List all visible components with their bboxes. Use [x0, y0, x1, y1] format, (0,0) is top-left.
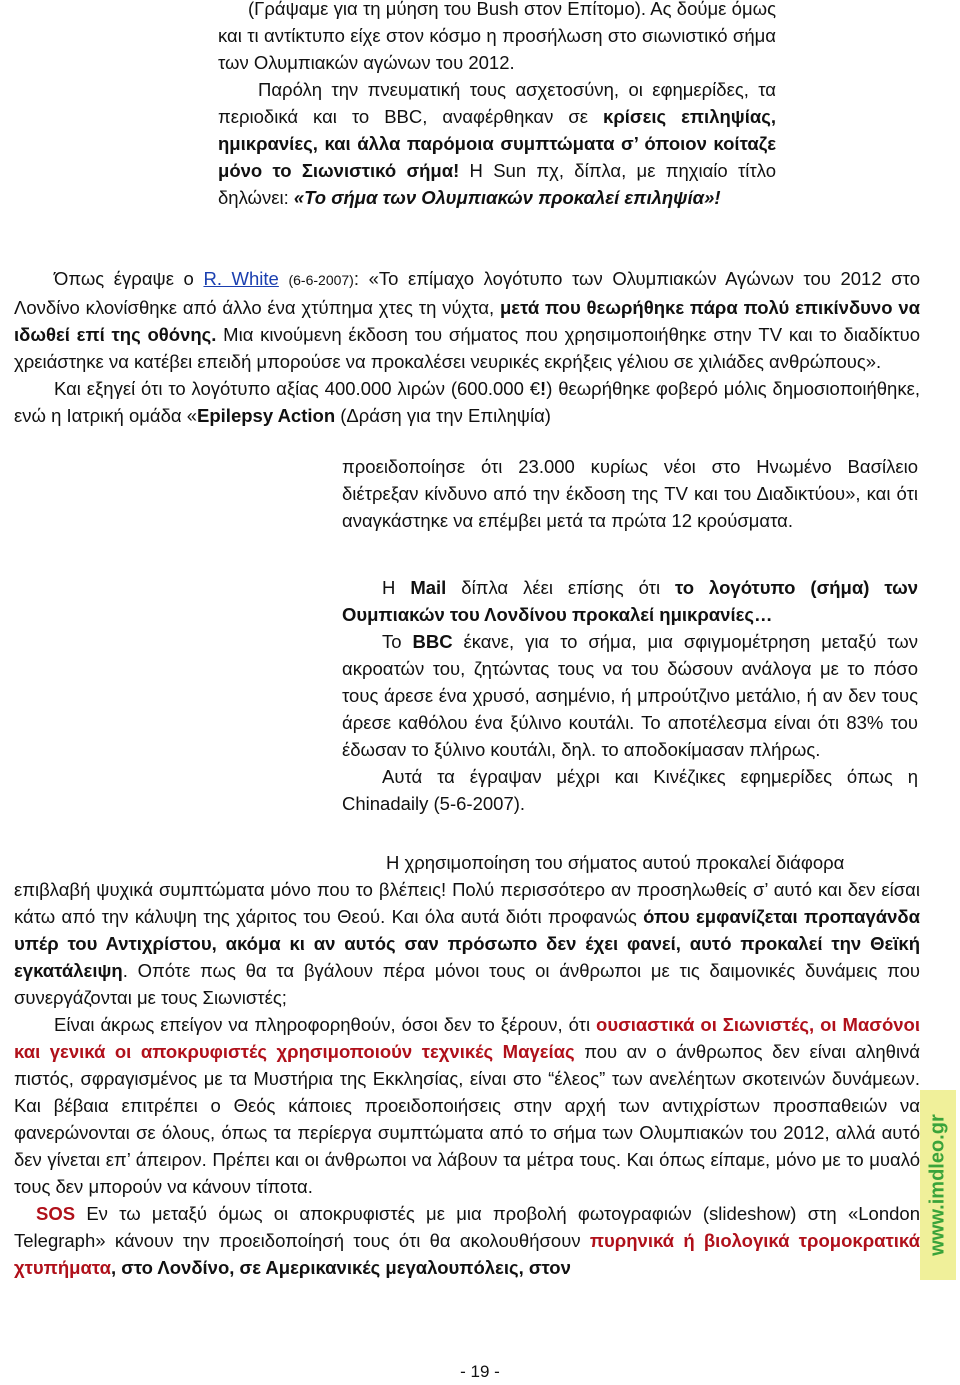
warning-text: προειδοποίησε ότι 23.000 κυρίως νέοι στο Ηνωμένο Βασίλειο διέτρεξαν κίνδυνο από την έκδοση της TV και του Διαδικτύου», και ότι αναγκάστηκε να επέμβει μετά τα πρώτα 12 κρούσματα. [342, 456, 918, 531]
paragraph-warning [342, 453, 918, 534]
sos-c: , στο Λονδίνο, σε Αμερικανικές μεγαλουπόλεις, στον [110, 1257, 571, 1278]
cost-text-2: ) θεωρήθηκε φοβερό μόλις δημοσιοποιήθηκε, ενώ η Ιατρική ομάδα « [14, 378, 920, 426]
paragraph-cost [14, 375, 920, 429]
paragraph-white [14, 265, 920, 375]
bbc-a: Το [382, 631, 413, 652]
chinadaily-text: Αυτά τα έγραψαν μέχρι και Κινέζικες εφημερίδες όπως η Chinadaily (5-6-2007). [342, 766, 918, 814]
paragraph-chinadaily [342, 763, 918, 817]
white-intro: Όπως έγραψε ο [54, 268, 204, 289]
white-link[interactable]: R. White [203, 268, 279, 289]
fullwidth-block-1 [14, 265, 920, 429]
fullwidth-block-2 [14, 849, 920, 1281]
symptoms-bold: κρίσεις επιληψίας, ημικρανίες, και άλλα παρόμοια συμπτώματα σ’ όποιον κοίταζε μόνο το Σιωνιστικό σήμα! [218, 106, 776, 181]
white-quote: : «Το επίμαχο λογότυπο των Ολυμπιακών Αγώνων του 2012 στο Λονδίνο κλονίσθηκε από άλλο ένα χτύπημα χτες τη νύχτα, [14, 268, 920, 318]
harm-b: επιβλαβή ψυχικά συμπτώματα μόνο που το βλέπεις! Πολύ περισσότερο αν προσηλωθείς σ’ αυτό και δεν είσαι κάτω από την κάλυψη της χάριτος του Θεού. Και όλα αυτά διότι προφανώς [14, 879, 920, 927]
paragraph-bbc [342, 628, 918, 763]
newspapers-text: Παρόλη την πνευματική τους ασχετοσύνη, οι εφημερίδες, τα περιοδικά και το BBC, αναφέρθηκαν σε [218, 79, 776, 127]
bbc-c: έκανε, για το σήμα, μια σφιγμομέτρηση μεταξύ των ακροατών του, ζητώντας τους να του δώσουν ανάλογα με το πόσο τους άρεσε ένα χρυσό, ασημένιο, ή μπρούτζινο μετάλιο, ή αν δεν τους άρεσε καθόλου ένα ξύλινο κουτάλι. Το αποτέλεσμα είναι ότι 83% του έδωσαν το ξύλινο κουτάλι, δηλ. το αποδοκίμασαν πλήρως. [342, 631, 918, 760]
paragraph-newspapers [218, 76, 776, 211]
paragraph-harm [14, 849, 920, 1011]
urgent-red: ουσιαστικά οι Σιωνιστές, οι Μασόνοι και γενικά οι αποκρυφιστές χρησιμοποιούν τεχνικές Μαγείας [14, 1014, 920, 1062]
sun-headline: «Το σήμα των Ολυμπιακών προκαλεί επιληψία»! [293, 187, 721, 208]
paragraph-urgent [14, 1011, 920, 1200]
paragraph-mail [342, 574, 918, 628]
newspaper-image-area [14, 460, 328, 886]
watermark-box [920, 1090, 956, 1280]
sun-text: Η Sun πχ, δίπλα, με πηχιαίο τίτλο δηλώνει: [218, 160, 776, 208]
white-rest: Μια κινούμενη έκδοση του σήματος που χρησιμοποιήθηκε στην TV και το διαδίκτυο χρειάστηκε να κατέβει επειδή μπορούσε να προκαλέσει νευρικές εκρήξεις γέλιου σε χιλιάδες ανθρώπους». [14, 324, 920, 372]
cost-text: Και εξηγεί ότι το λογότυπο αξίας 400.000 λιρών (600.000 [54, 378, 524, 399]
cost-exclaim: ! [540, 378, 547, 399]
white-date: (6-6-2007) [288, 272, 354, 288]
epilepsy-greek: (Δράση για την Επιληψία) [335, 405, 551, 426]
harm-d: . Οπότε πως θα τα βγάλουν πέρα μόνοι τους οι άνθρωποι με τις δαιμονικές δυνάμεις που συνεργάζονται με τους Σιωνιστές; [14, 960, 920, 1008]
watermark-text: www.imdleo.gr [926, 1114, 949, 1256]
spacer [342, 534, 918, 574]
mail-a: Η [382, 577, 411, 598]
mail-bold: το λογότυπο (σήμα) των Ουμπιακών του Λονδίνου προκαλεί ημικρανίες… [342, 577, 919, 625]
mail-name: Mail [410, 577, 447, 598]
sos-red: πυρηνικά ή βιολογικά τρομοκρατικά χτυπήματα [14, 1230, 920, 1278]
mail-c: δίπλα λέει επίσης ότι [446, 577, 676, 598]
urgent-a: Είναι άκρως επείγον να πληροφορηθούν, όσοι δεν το ξέρουν, ότι [54, 1014, 597, 1035]
page-number: - 19 - [460, 1362, 500, 1381]
right-column [342, 453, 918, 817]
paragraph-sos [14, 1200, 920, 1281]
white-bold: μετά που θεωρήθηκε πάρα πολύ επικίνδυνο να ιδωθεί επί της οθόνης. [14, 297, 920, 345]
top-column [218, 0, 776, 211]
epilepsy-action: Epilepsy Action [197, 405, 336, 426]
harm-first-line: Η χρησιμοποίηση του σήματος αυτού προκαλεί διάφορα [386, 852, 845, 873]
intro-text: (Γράψαμε για τη μύηση του Bush στον Επίτομο). Ας δούμε όμως και τι αντίκτυπο είχε στον κόσμο η προσήλωση στο σιωνιστικό σήμα των Ολυμπιακών αγώνων του 2012. [218, 0, 776, 73]
urgent-c: που αν ο άνθρωπος δεν είναι αληθινά πιστός, σφραγισμένος με τα Μυστήρια της Εκκλησίας, είναι στο “έλεος” των ανελέητων σκοτεινών δυνάμεων. Και βέβαια επιτρέπει ο Θεός κάποιες προειδοποιήσεις στην αρχή των αντιχρίστων προσπαθειών να φανερώνονται σε όλους, όπως τα περίεργα συμπτώματα από το σήμα των Ολυμπιακών του 2012, αλλά αυτό δεν γίνεται επ’ άπειρον. Πρέπει και οι άνθρωποι να λάβουν τα μέτρα τους. Και όπως είπαμε, μόνο με το μυαλό τους δεν μπορούν να κάνουν τίποτα. [14, 1041, 920, 1197]
bbc-name: BBC [412, 631, 453, 652]
sos-a: Εν τω μεταξύ όμως οι αποκρυφιστές με μια προβολή φωτογραφιών (slideshow) στη «London Telegraph» κάνουν την προειδοποίησή τους ότι θα ακολουθήσουν [14, 1203, 920, 1251]
euro-symbol: € [523, 378, 541, 399]
harm-bold: όπου εμφανίζεται προπαγάνδα υπέρ του Αντιχρίστου, ακόμα κι αν αυτός σαν πρόσωπο δεν έχει φανεί, αυτό προκαλεί την Θεϊκή εγκατάλειψη [14, 906, 920, 981]
sos-label: SOS [36, 1203, 76, 1224]
paragraph-intro [218, 0, 776, 76]
